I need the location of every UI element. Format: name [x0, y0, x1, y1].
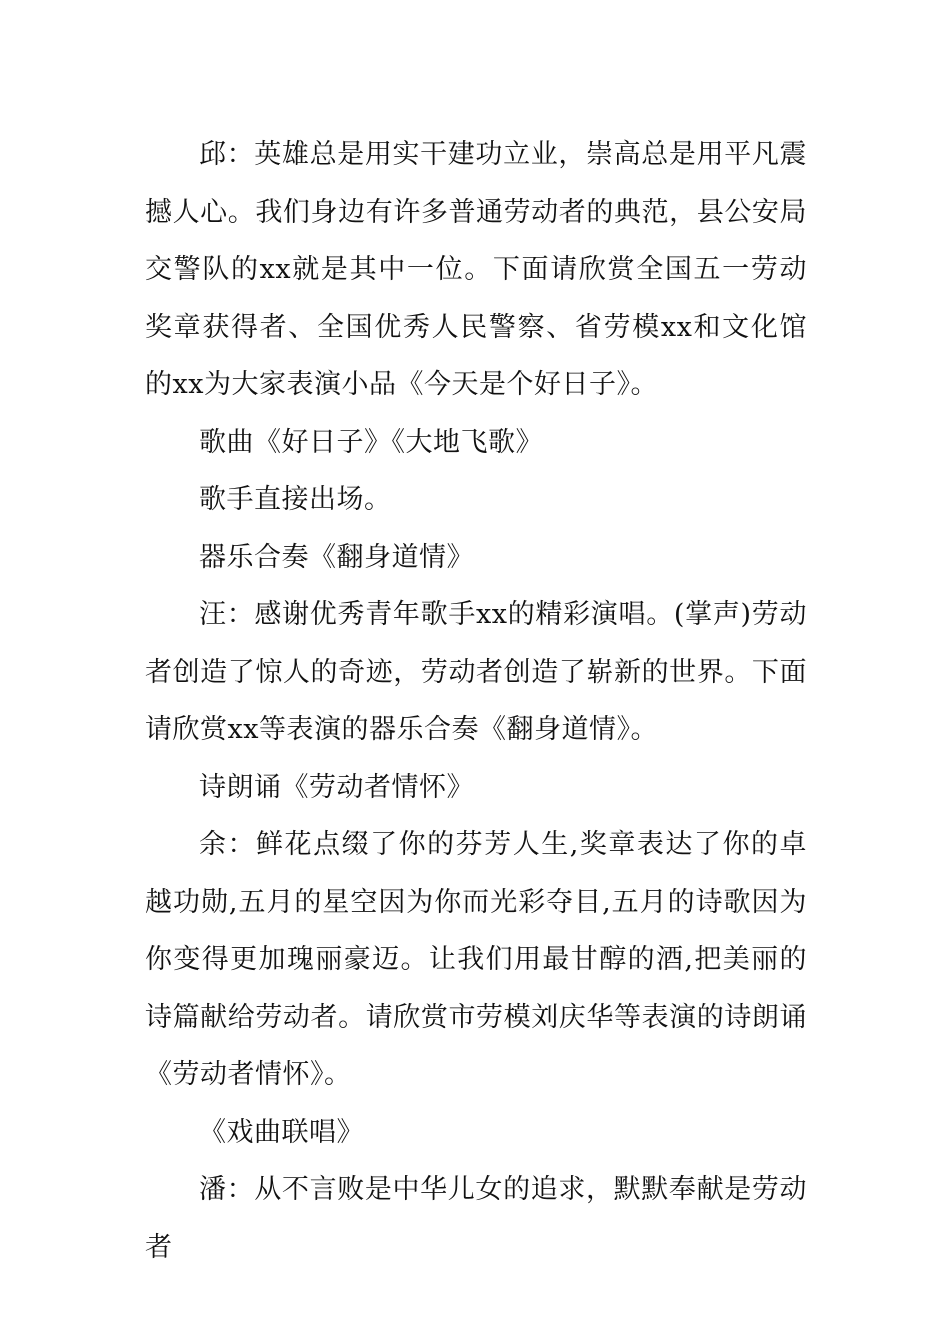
paragraph-qiu-intro: 邱：英雄总是用实干建功立业，崇高总是用平凡震撼人心。我们身边有许多普通劳动者的典范，县公安局交警队的xx就是其中一位。下面请欣赏全国五一劳动奖章获得者、全国优秀人民警察、省劳模xx和文化馆的xx为大家表演小品《今天是个好日子》。 [145, 139, 807, 400]
program-item-songs: 歌曲《好日子》《大地飞歌》 [199, 426, 543, 458]
paragraph-yu-intro: 余：鲜花点缀了你的芬芳人生,奖章表达了你的卓越功勋,五月的星空因为你而光彩夺目,五月的诗歌因为你变得更加瑰丽豪迈。让我们用最甘醇的酒,把美丽的诗篇献给劳动者。请欣赏市劳模刘庆华等表演的诗朗诵《劳动者情怀》。 [145, 829, 807, 1090]
paragraph-wang-intro: 汪：感谢优秀青年歌手xx的精彩演唱。(掌声)劳动者创造了惊人的奇迹，劳动者创造了崭新的世界。下面请欣赏xx等表演的器乐合奏《翻身道情》。 [145, 599, 807, 745]
program-item-poetry: 诗朗诵《劳动者情怀》 [199, 771, 474, 803]
paragraph-pan-intro: 潘：从不言败是中华儿女的追求，默默奉献是劳动者 [145, 1174, 807, 1263]
program-item-opera: 《戏曲联唱》 [199, 1116, 364, 1148]
paragraph-singer-note: 歌手直接出场。 [199, 484, 392, 515]
program-item-instrumental: 器乐合奏《翻身道情》 [199, 541, 474, 573]
document-page [145, 126, 807, 1276]
